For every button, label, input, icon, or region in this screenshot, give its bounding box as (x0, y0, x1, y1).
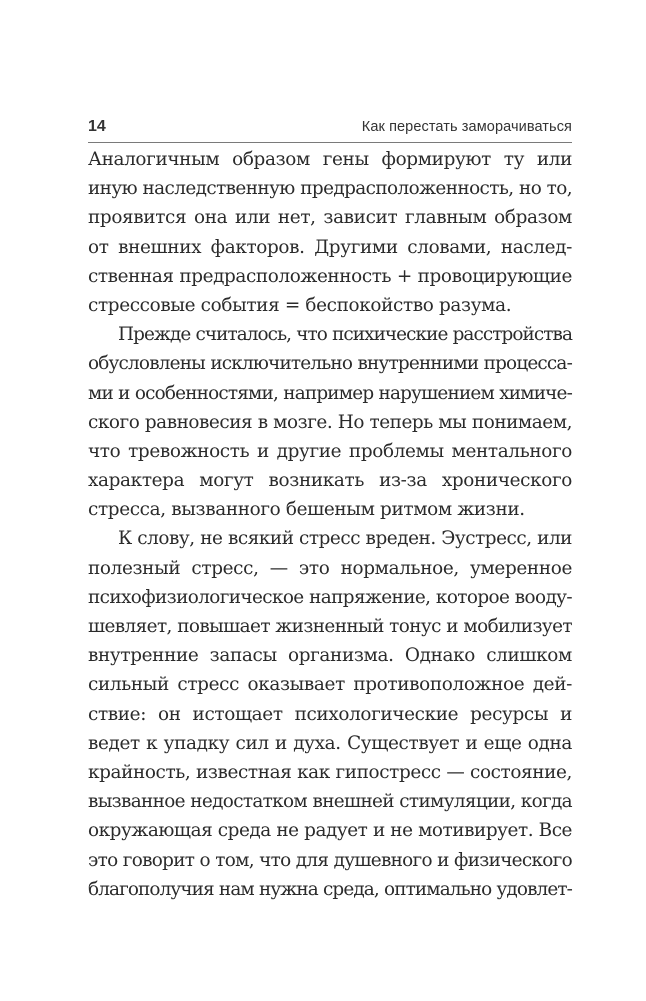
text-line: вызванное недостатком внешней стимуляции, когда (88, 791, 572, 813)
text-line: проявится она или нет, зависит главным образом (88, 207, 572, 229)
text-line: обусловлены исключительно внутренними процесса- (88, 353, 572, 375)
text-line: крайность, известная как гипостресс — состояние, (88, 761, 572, 783)
text-line: ского равновесия в мозге. Но теперь мы понимаем, (88, 411, 572, 433)
text-line: сильный стресс оказывает противоположное дей- (88, 674, 572, 696)
text-line: Аналогичным образом гены формируют ту или (88, 149, 572, 170)
text-line: Прежде считалось, что психические расстройства (118, 324, 572, 346)
text-line: стресса, вызванного бешеным ритмом жизни. (88, 499, 525, 521)
page-number: 14 (88, 118, 106, 135)
text-line: от внешних факторов. Другими словами, наслед- (88, 236, 572, 258)
running-title: Как перестать заморачиваться (361, 119, 572, 135)
header-rule (88, 142, 572, 143)
text-line: благополучия нам нужна среда, оптимально удовлет- (88, 878, 572, 900)
text-line: ми и особенностями, например нарушением химиче- (88, 382, 572, 404)
text-line: окружающая среда не радует и не мотивирует. Все (88, 820, 572, 842)
text-line: ведет к упадку сил и духа. Существует и еще одна (88, 732, 572, 754)
text-line: стрессовые события = беспокойство разума. (88, 294, 512, 316)
page-header (88, 116, 572, 140)
text-line: иную наследственную предрасположенность, но то, (88, 178, 572, 200)
text-line: К слову, не всякий стресс вреден. Эустресс, или (118, 528, 572, 550)
text-line: психофизиологическое напряжение, которое вооду- (88, 586, 572, 608)
text-line: это говорит о том, что для душевного и физического (88, 849, 572, 871)
text-line: полезный стресс, — это нормальное, умеренное (88, 557, 572, 579)
body-text (88, 145, 572, 904)
text-line: что тревожность и другие проблемы ментального (88, 440, 572, 462)
text-line: ственная предрасположенность + провоцирующие (88, 265, 572, 287)
text-line: внутренние запасы организма. Однако слишком (88, 645, 572, 667)
text-line: характера могут возникать из-за хронического (88, 470, 572, 492)
text-line: шевляет, повышает жизненный тонус и мобилизует (88, 616, 572, 637)
text-line: ствие: он истощает психологические ресурсы и (88, 703, 572, 725)
